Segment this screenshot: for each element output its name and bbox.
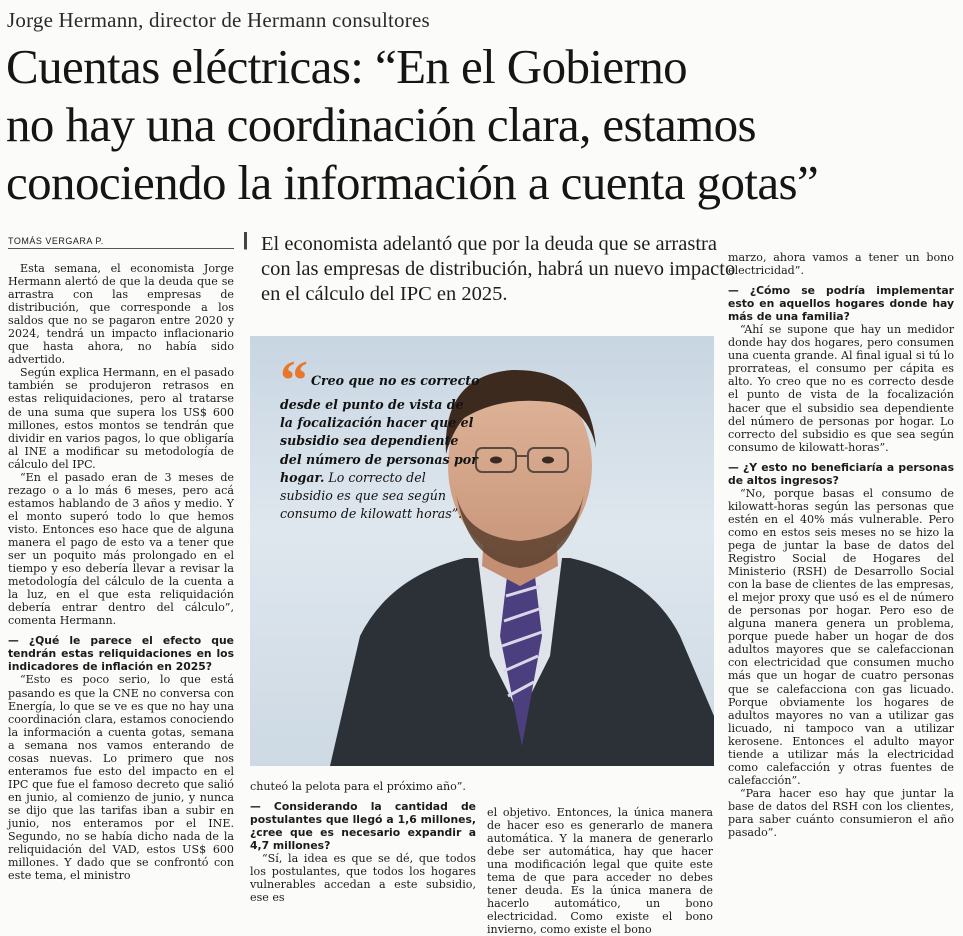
pull-quote-italic: Lo correcto del subsidio es que sea según consumo de kilowatt horas”.	[280, 469, 463, 522]
interview-question: — ¿Cómo se podría implementar esto en aquellos hogares donde hay más de una familia?	[728, 284, 954, 324]
photo-credit: PICASA	[702, 704, 709, 736]
interview-question: — ¿Y esto no beneficiaría a personas de altos ingresos?	[728, 460, 954, 487]
deck: El economista adelantó que por la deuda que se arrastra con las empresas de distribución, habrá un nuevo impacto en el cálculo del IPC en 2025.	[244, 232, 737, 307]
quote-mark-icon: “	[280, 350, 308, 412]
paragraph: “Esto es poco serio, lo que está pasando es que la CNE no conversa con Energía, lo que se ve es que no hay una coordinación clara, estamos conociendo la información a cuenta gotas, semana a semana nos vamos enterando de cosas nuevas. Lo primero que nos enteramos fue esto del impacto en el IPC que fue el famoso decreto que salió en junio, al comienzo de junio, y nunca se dijo que las tarifas iban a subir en junio, nos enteramos por el INE. Segundo, no se había dicho nada de la reliquidación del VAD, estos US$ 600 millones. Y dado que se confrontó con este tema, el ministro	[8, 673, 234, 883]
paragraph: el objetivo. Entonces, la única manera de hacer eso es generarlo de manera automática. Y la manera de generarlo debe ser automática, hay que hacer una modificación legal que quite este tema de que para acceder no debes tener deuda. Es la única manera de hacerlo automático, un bono electricidad. Como existe el bono invierno, como existe el bono	[487, 806, 713, 936]
headline-line: no hay una coordinación clara, estamos	[6, 97, 757, 152]
headline	[6, 38, 961, 212]
interview-question: — ¿Qué le parece el efecto que tendrán estas reliquidaciones en los indicadores de inflación en 2025?	[8, 634, 234, 674]
paragraph: marzo, ahora vamos a tener un bono electricidad”.	[728, 251, 954, 278]
headline-line: conociendo la información a cuenta gotas”	[6, 155, 819, 210]
paragraph: “En el pasado eran de 3 meses de rezago o a lo más 6 meses, pero acá estamos hablando de 3 años y medio. Y el monto superó todo lo que hemos visto. Entonces eso hace que de alguna manera el pago de esto va a tener que ser un poquito más prolongado en el tiempo y eso debería llevar a revisar la metodología del cálculo de la cuenta a la luz, en el que esta reliquidación debería entrar dentro del cálculo”, comenta Hermann.	[8, 470, 234, 628]
paragraph: “Para hacer eso hay que juntar la base de datos del RSH con los clientes, para saber cuánto consumieron el año pasado”.	[728, 786, 954, 840]
paragraph: chuteó la pelota para el próximo año”.	[250, 780, 466, 793]
column-2a	[250, 780, 476, 904]
paragraph: Esta semana, el economista Jorge Hermann alertó de que la deuda que se arrastra con las empresas de distribución, que corresponde a los saldos que no se pagaron entre 2020 y 2024, tendrá un impacto inflacionario que hasta ahora, no había sido advertido.	[8, 262, 234, 367]
kicker: Jorge Hermann, director de Hermann consultores	[7, 8, 430, 32]
portrait-photo	[250, 336, 714, 766]
interview-question: — Considerando la cantidad de postulantes que llegó a 1,6 millones, ¿cree que es necesario expandir a 4,7 millones?	[250, 800, 476, 853]
paragraph: “No, porque basas el consumo de kilowatt-horas según las personas que estén en el 40% más vulnerable. Pero como en estos seis meses no se hizo la pega de juntar la base de datos del Registro Social de Hogares del Ministerio (RSH) de Desarrollo Social con la base de clientes de las empresas, el mejor proxy que usó es el de número de personas por hogar. Pero eso de alguna manera genera un problema, porque puede haber un hogar de dos adultos mayores que se calefaccionan con electricidad que consumen mucho más que un hogar de cuatro personas que se calefacciona con gas licuado. Porque obviamente los hogares de adultos mayores no van a utilizar gas licuado, ni tampoco van a utilizar kerosene. Entonces el adulto mayor tiende a utilizar más la electricidad como calefacción y otras fuentes de calefacción”.	[728, 486, 954, 787]
byline-rule	[8, 248, 234, 249]
pull-quote	[280, 350, 480, 523]
byline: TOMÁS VERGARA P.	[8, 236, 104, 246]
column-3	[728, 251, 954, 839]
paragraph: “Sí, la idea es que se dé, que todos los postulantes, que todos los hogares vulnerables accedan a este subsidio, ese es	[250, 852, 476, 905]
paragraph: Según explica Hermann, en el pasado también se produjeron retrasos en estas reliquidaciones, pero al tratarse de una suma que supera los US$ 600 millones, estos montos se tendrán que dividir en varios pagos, lo que obligaría al INE a modificar su metodología de cálculo del IPC.	[8, 366, 234, 471]
column-1	[8, 262, 234, 882]
headline-line: Cuentas eléctricas: “En el Gobierno	[6, 39, 688, 94]
pull-quote-bold: Creo que no es correcto desde el punto de vista de la focalización hacer que el subsidio sea dependiente del número de personas por hogar.	[280, 373, 480, 485]
paragraph: “Ahí se supone que hay un medidor donde hay dos hogares, pero consumen una cuenta grande. Al final igual si tú lo prorrateas, el consumo per cápita es alto. Yo creo que no es correcto desde el punto de vista de la focalización hacer que el subsidio sea dependiente del número de personas por hogar. Lo correcto del subsidio es que sea según consumo de kilowatt-horas”.	[728, 323, 954, 454]
